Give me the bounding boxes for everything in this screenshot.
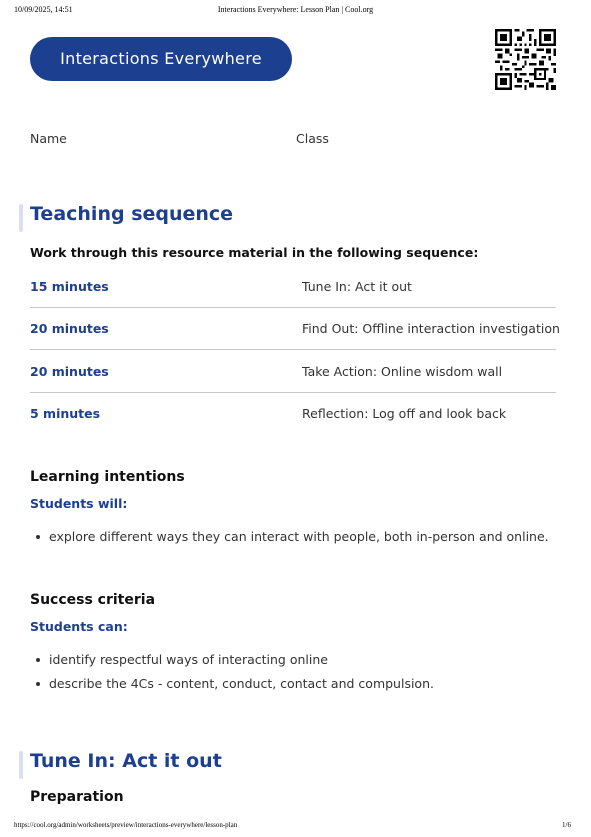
sequence-activity: Find Out: Offline interaction investigation	[302, 321, 560, 336]
sequence-activity: Reflection: Log off and look back	[302, 406, 507, 421]
list-item-text: identify respectful ways of interacting online	[49, 652, 328, 667]
list-item	[36, 529, 549, 544]
section-accent-bar	[19, 751, 23, 779]
sequence-row	[30, 351, 556, 393]
section-accent-bar	[19, 204, 23, 232]
bullet-icon	[36, 682, 40, 686]
class-field-label: Class	[296, 131, 329, 146]
sequence-duration: 20 minutes	[30, 364, 109, 379]
qr-code-icon	[495, 29, 556, 90]
students-can-label: Students can:	[30, 619, 128, 634]
print-header	[0, 5, 591, 17]
list-item	[36, 652, 328, 667]
bullet-icon	[36, 658, 40, 662]
list-item-text: explore different ways they can interact with people, both in-person and online.	[49, 529, 549, 544]
sequence-row	[30, 393, 556, 435]
print-timestamp: 10/09/2025, 14:51	[14, 5, 73, 14]
sequence-row	[30, 266, 556, 308]
success-criteria-heading: Success criteria	[30, 592, 156, 608]
list-item-text: describe the 4Cs - content, conduct, contact and compulsion.	[49, 676, 434, 691]
page-number: 1/6	[562, 821, 571, 829]
lesson-title-banner: Interactions Everywhere	[30, 37, 292, 81]
sequence-duration: 20 minutes	[30, 321, 109, 336]
preparation-heading: Preparation	[30, 789, 124, 805]
students-will-label: Students will:	[30, 496, 128, 511]
bullet-icon	[36, 535, 40, 539]
print-page-title: Interactions Everywhere: Lesson Plan | Cool.org	[217, 5, 374, 14]
teaching-sequence-heading: Teaching sequence	[30, 203, 234, 225]
sequence-duration: 5 minutes	[30, 406, 101, 421]
sequence-row	[30, 308, 560, 350]
tune-in-heading: Tune In: Act it out	[30, 750, 222, 772]
teaching-sequence-intro: Work through this resource material in the following sequence:	[30, 245, 479, 260]
sequence-duration: 15 minutes	[30, 279, 109, 294]
list-item	[36, 676, 434, 691]
row-divider	[30, 349, 556, 350]
learning-intentions-heading: Learning intentions	[30, 469, 185, 485]
print-url: https://cool.org/admin/worksheets/preview/interactions-everywhere/lesson-plan	[14, 821, 238, 829]
sequence-activity: Tune In: Act it out	[302, 279, 412, 294]
sequence-activity: Take Action: Online wisdom wall	[302, 364, 503, 379]
name-field-label: Name	[30, 131, 67, 146]
print-footer	[0, 821, 591, 833]
